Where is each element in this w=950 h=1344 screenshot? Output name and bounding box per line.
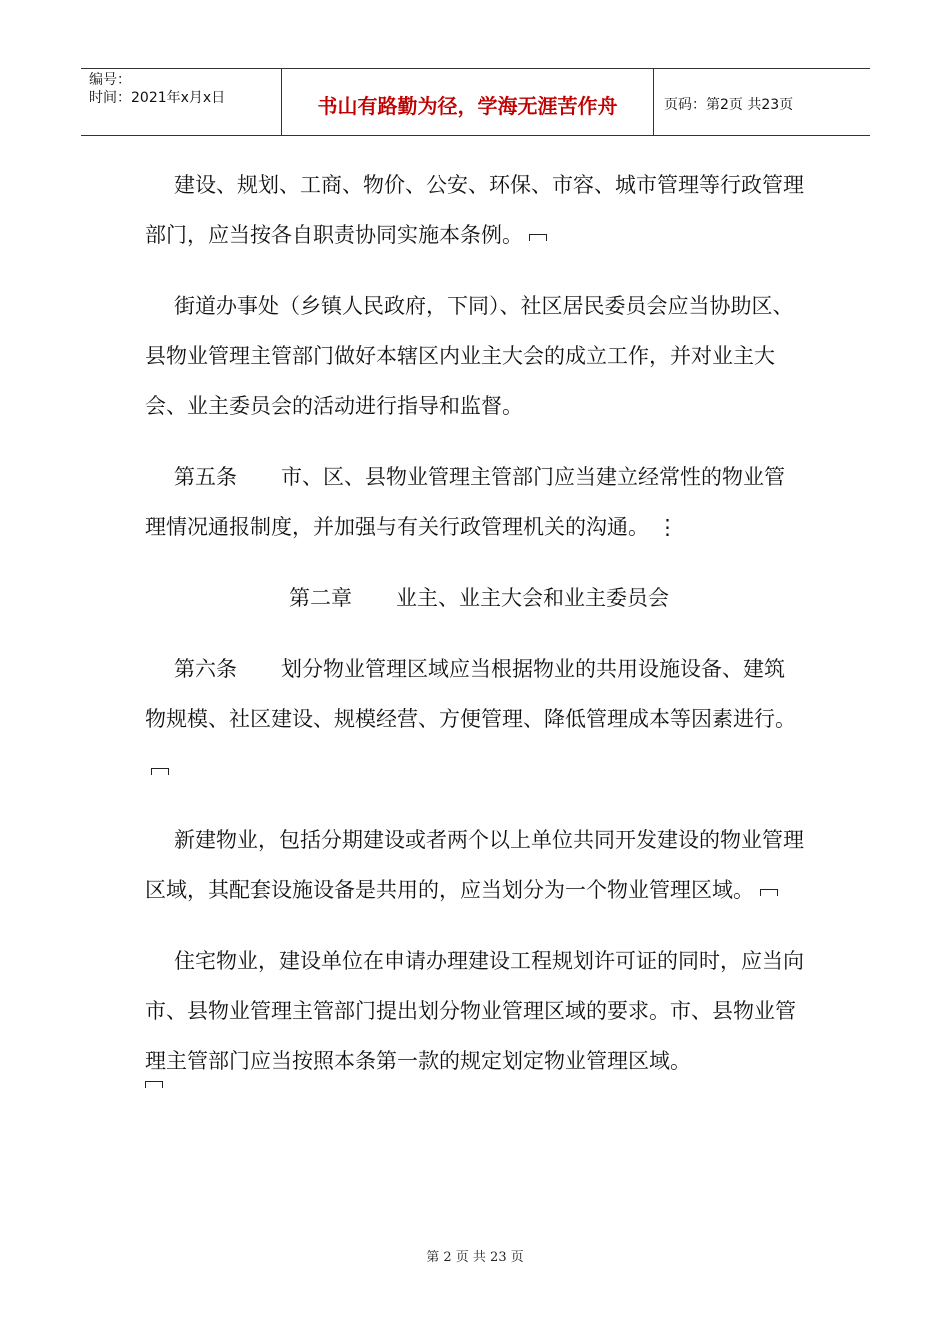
paragraph-mark-icon	[760, 889, 778, 896]
dots-mark: ⋮	[657, 515, 678, 539]
paragraph: 新建物业，包括分期建设或者两个以上单位共同开发建设的物业管理区域，其配套设施设备是共用的，应当划分为一个物业管理区域。	[145, 828, 804, 902]
chapter-title: 业主、业主大会和业主委员会	[396, 586, 669, 610]
article-paragraph: 第五条 市、区、县物业管理主管部门应当建立经常性的物业管理情况通报制度，并加强与有关行政管理机关的沟通。 ⋮	[145, 465, 785, 539]
document-body	[145, 160, 805, 1092]
chapter-number: 第二章	[289, 586, 352, 610]
paragraph: 住宅物业，建设单位在申请办理建设工程规划许可证的同时，应当向市、县物业管理主管部门提出划分物业管理区域的要求。市、县物业管理主管部门应当按照本条第一款的规定划定物业管理区域。	[145, 949, 804, 1073]
article-paragraph: 第六条 划分物业管理区域应当根据物业的共用设施设备、建筑物规模、社区建设、规模经营、方便管理、降低管理成本等因素进行。	[145, 644, 805, 794]
article-number: 第六条	[174, 657, 237, 681]
header-page-info: 页码：第2页 共23页	[664, 97, 794, 113]
header-motto: 书山有路勤为径，学海无涯苦作舟	[282, 69, 654, 135]
page-header	[81, 68, 870, 136]
paragraph-mark-icon	[145, 1081, 163, 1088]
paragraph: 建设、规划、工商、物价、公安、环保、市容、城市管理等行政管理部门，应当按各自职责协同实施本条例。	[145, 173, 804, 247]
chapter-heading	[145, 573, 805, 623]
number-label: 编号：	[89, 72, 131, 88]
time-label: 时间：2021年x月x日	[89, 90, 226, 106]
paragraph: 街道办事处（乡镇人民政府，下同）、社区居民委员会应当协助区、县物业管理主管部门做好本辖区内业主大会的成立工作，并对业主大会、业主委员会的活动进行指导和监督。	[145, 294, 794, 418]
paragraph-mark-icon	[151, 768, 169, 775]
article-number: 第五条	[174, 465, 237, 489]
header-meta	[81, 69, 282, 135]
paragraph-mark-icon	[529, 234, 547, 241]
page-footer: 第 2 页 共 23 页	[426, 1250, 524, 1265]
